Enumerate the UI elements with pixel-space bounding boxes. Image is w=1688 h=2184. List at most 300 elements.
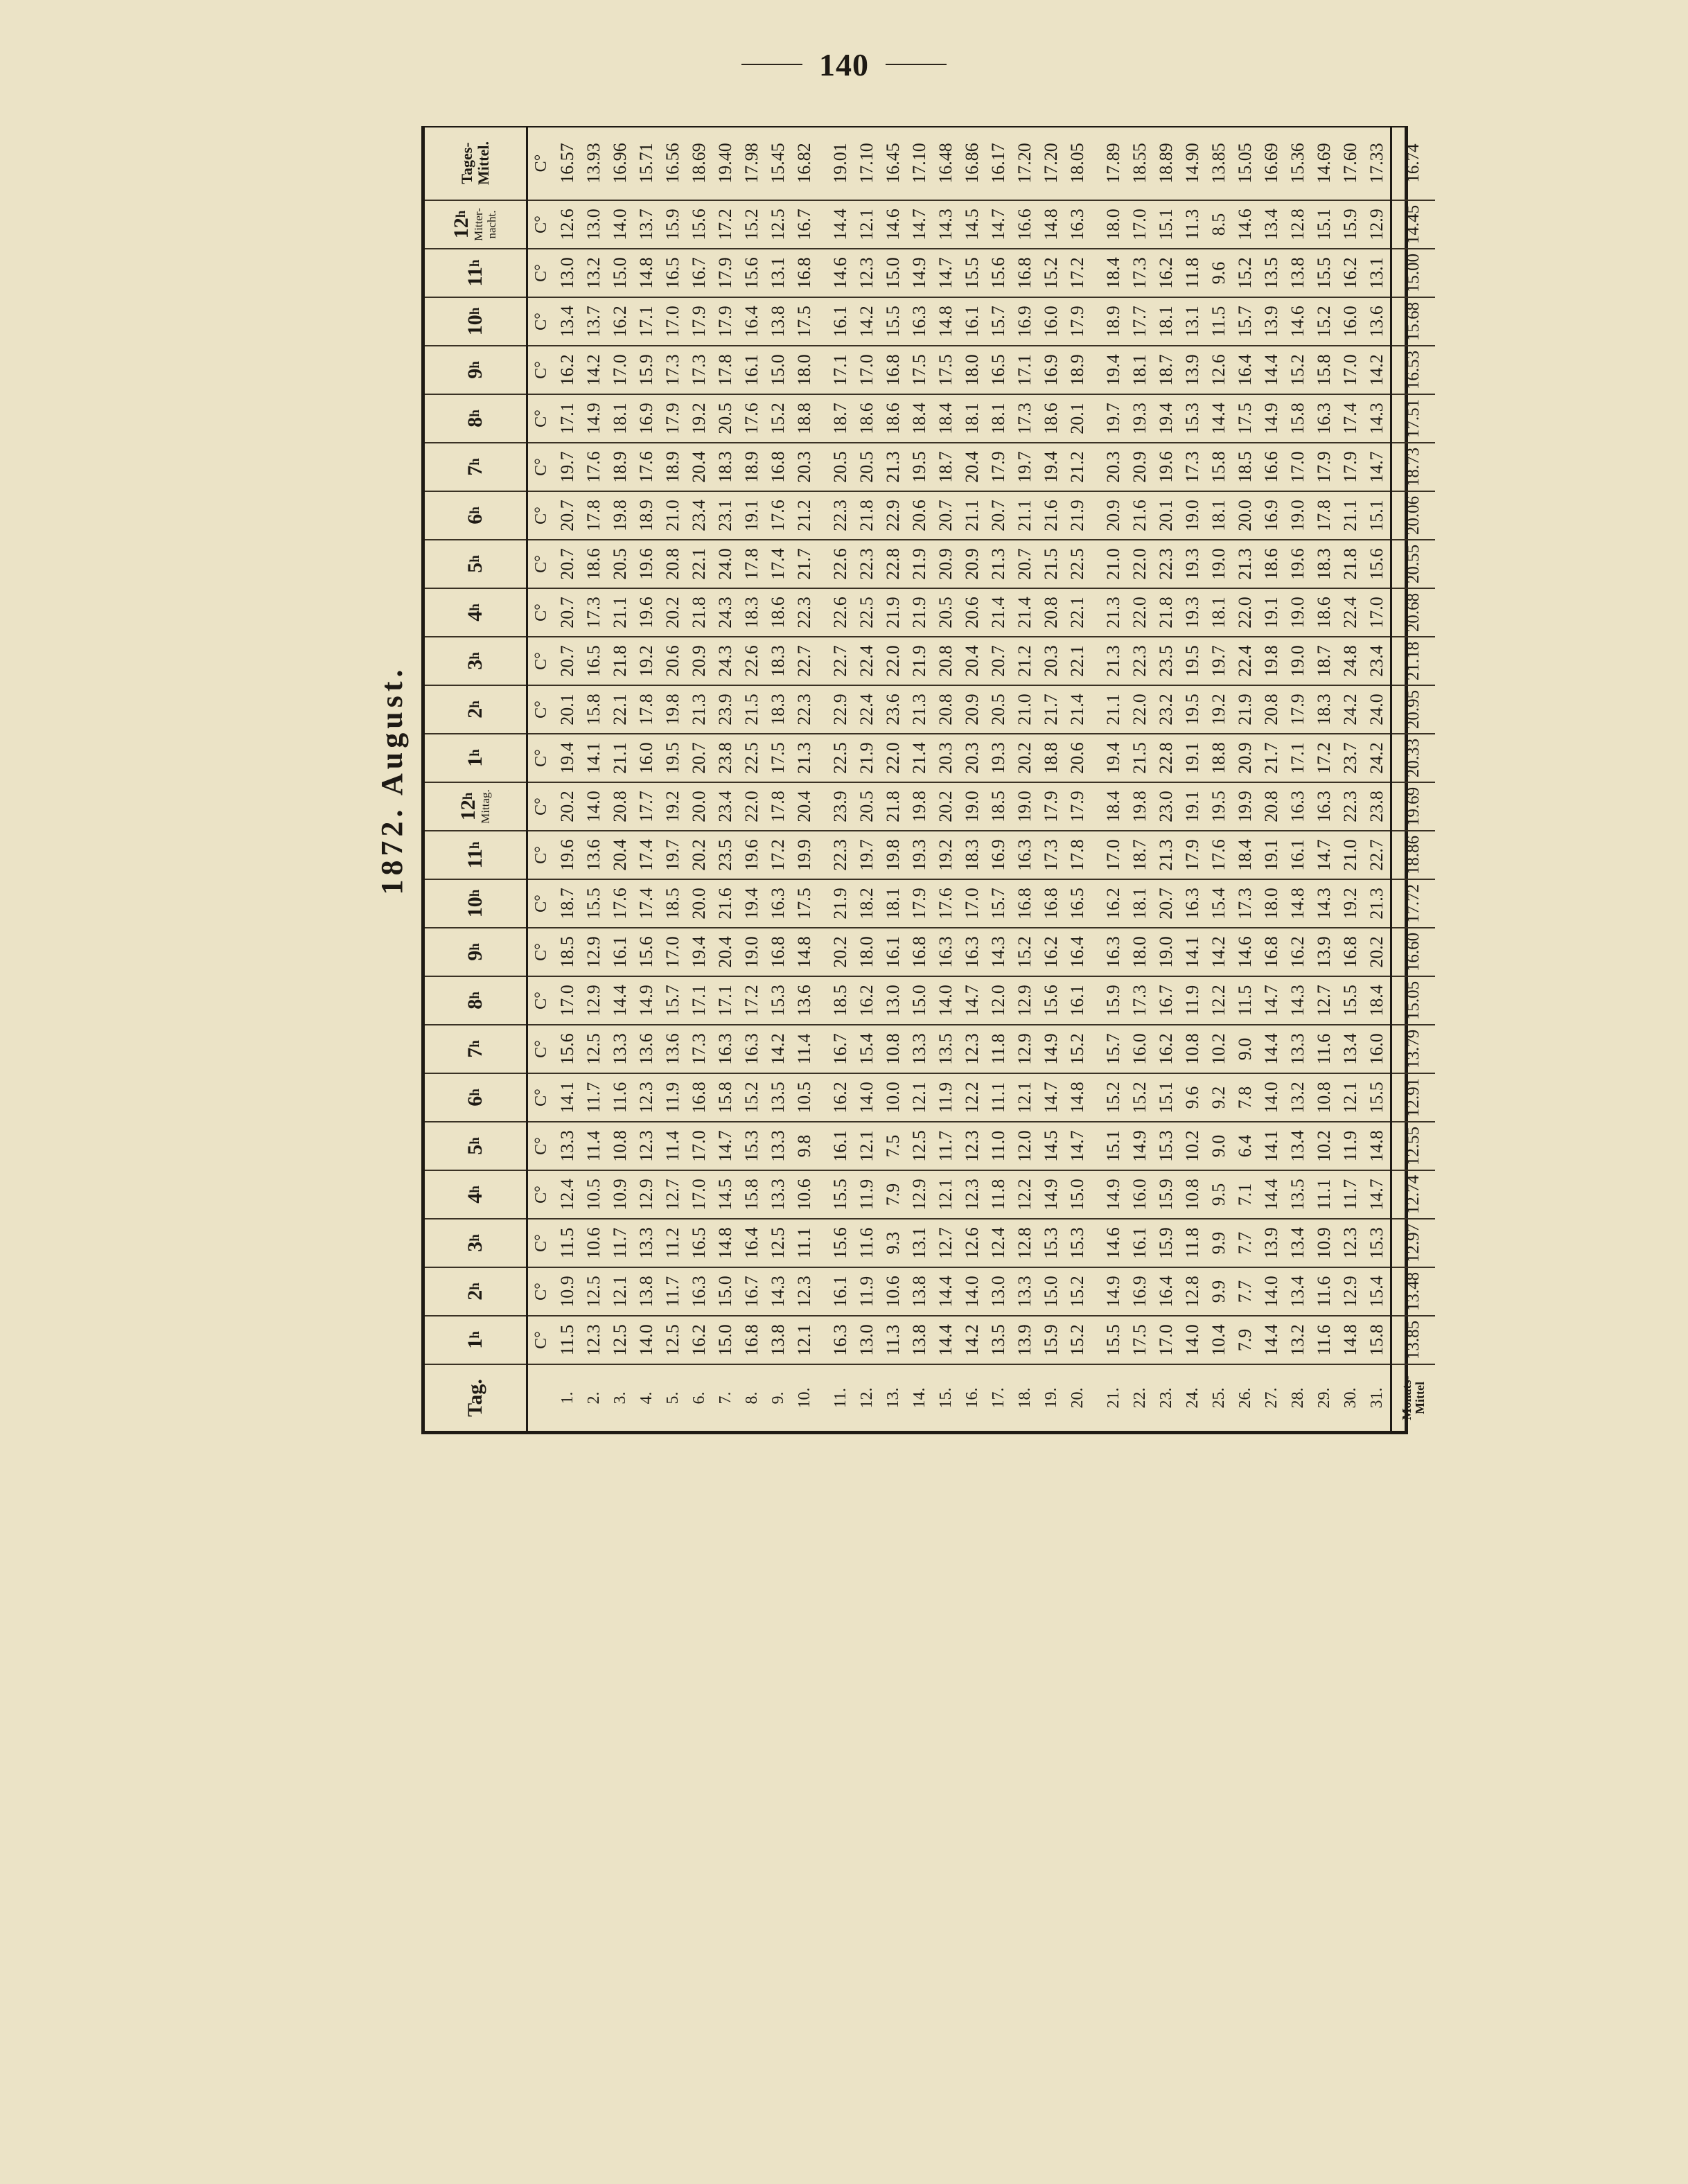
temperature-cell: 12.7 (660, 1170, 686, 1219)
temperature-cell: 15.2 (1311, 297, 1337, 346)
temperature-cell: 17.5 (765, 734, 791, 782)
temperature-cell: 20.0 (686, 879, 712, 928)
temperature-cell: 20.8 (607, 782, 633, 831)
temperature-cell: 10.6 (581, 1219, 607, 1267)
table-row (854, 127, 880, 1431)
monthly-mean-cell: 13.48 (1391, 1267, 1436, 1316)
monthly-mean-cell: 20.06 (1391, 491, 1436, 540)
header-hour-11 (425, 831, 527, 879)
hour-number: 1 (464, 1338, 486, 1349)
temperature-cell: 14.9 (633, 976, 660, 1025)
table-row (827, 127, 854, 1431)
temperature-cell: 17.0 (554, 976, 581, 1025)
temperature-cell: 13.4 (1285, 1122, 1311, 1170)
unit-cell: C° (527, 588, 555, 637)
temperature-cell: 17.0 (686, 1122, 712, 1170)
temperature-cell: 18.4 (1100, 782, 1127, 831)
temperature-cell: 15.1 (1311, 200, 1337, 249)
temperature-cell: 17.9 (686, 297, 712, 346)
table-title: 1872. August. (375, 665, 409, 895)
unit-cell: C° (527, 540, 555, 588)
temperature-cell: 19.4 (1038, 443, 1064, 491)
temperature-cell: 17.1 (633, 297, 660, 346)
temperature-cell: 20.7 (554, 588, 581, 637)
temperature-cell: 17.9 (1038, 782, 1064, 831)
temperature-cell: 16.4 (1153, 1267, 1179, 1316)
temperature-cell: 19.5 (1179, 637, 1206, 685)
table-row (1285, 127, 1311, 1431)
temperature-cell: 20.9 (1100, 491, 1127, 540)
temperature-cell: 14.4 (1206, 394, 1232, 443)
table-row (1258, 127, 1285, 1431)
temperature-cell: 14.6 (880, 200, 906, 249)
temperature-cell: 16.9 (1127, 1267, 1153, 1316)
unit-cell: C° (527, 1025, 555, 1073)
temperature-cell: 21.9 (1232, 685, 1258, 734)
temperature-cell: 14.0 (581, 782, 607, 831)
temperature-cell: 14.4 (1258, 346, 1285, 394)
temperature-cell: 13.0 (581, 200, 607, 249)
temperature-cell: 14.1 (581, 734, 607, 782)
temperature-cell: 10.5 (791, 1073, 818, 1122)
temperature-cell: 13.5 (1258, 249, 1285, 297)
hour-mark: h (468, 1186, 482, 1193)
temperature-cell: 14.6 (1232, 928, 1258, 976)
daily-mean-cell: 16.96 (610, 143, 630, 184)
daily-mean-cell: 18.69 (689, 143, 709, 184)
day-cell: 18. (1012, 1364, 1038, 1431)
gap-cell (818, 346, 827, 394)
temperature-cell: 15.3 (1153, 1122, 1179, 1170)
daily-mean-cell: 14.69 (1314, 143, 1334, 184)
temperature-cell: 16.0 (1364, 1025, 1391, 1073)
gap-cell (1091, 297, 1100, 346)
temperature-cell: 16.3 (686, 1267, 712, 1316)
temperature-cell: 15.0 (607, 249, 633, 297)
temperature-cell: 12.8 (1285, 200, 1311, 249)
unit-row (527, 127, 555, 1431)
temperature-cell: 7.9 (1232, 1316, 1258, 1364)
temperature-cell: 12.5 (765, 1219, 791, 1267)
temperature-cell: 17.0 (1285, 443, 1311, 491)
temperature-cell: 11.8 (1179, 249, 1206, 297)
temperature-cell: 23.8 (712, 734, 739, 782)
temperature-cell: 17.0 (1127, 200, 1153, 249)
temperature-cell: 18.9 (633, 491, 660, 540)
temperature-cell: 19.8 (1127, 782, 1153, 831)
temperature-cell: 16.3 (765, 879, 791, 928)
gap-cell (1091, 491, 1100, 540)
temperature-cell: 17.9 (660, 394, 686, 443)
temperature-cell: 15.1 (1153, 200, 1179, 249)
temperature-cell: 17.0 (607, 346, 633, 394)
monthly-mean-cell: 16.53 (1391, 346, 1436, 394)
temperature-cell: 23.6 (880, 685, 906, 734)
temperature-cell: 19.3 (1179, 588, 1206, 637)
temperature-cell: 14.3 (933, 200, 959, 249)
daily-mean-cell: 17.10 (909, 143, 929, 184)
temperature-cell: 16.8 (1258, 928, 1285, 976)
gap-cell (1091, 1267, 1100, 1316)
temperature-cell: 10.9 (554, 1267, 581, 1316)
temperature-cell: 17.6 (1206, 831, 1232, 879)
temperature-cell: 14.0 (1179, 1316, 1206, 1364)
temperature-cell: 13.3 (765, 1122, 791, 1170)
temperature-cell: 9.0 (1232, 1025, 1258, 1073)
temperature-cell: 19.9 (1232, 782, 1258, 831)
header-hour-18 (425, 491, 527, 540)
temperature-cell: 22.3 (1337, 782, 1364, 831)
monthly-mean-cell: 13.85 (1391, 1316, 1436, 1364)
temperature-cell: 13.6 (581, 831, 607, 879)
temperature-cell: 11.9 (660, 1073, 686, 1122)
hour-mark: h (468, 701, 482, 708)
temperature-cell: 16.3 (1311, 782, 1337, 831)
hour-number: 10 (464, 315, 486, 336)
daily-mean-cell: 17.20 (1014, 143, 1035, 184)
temperature-cell: 9.9 (1206, 1267, 1232, 1316)
temperature-cell: 23.1 (712, 491, 739, 540)
temperature-cell: 14.8 (633, 249, 660, 297)
temperature-cell: 18.1 (607, 394, 633, 443)
temperature-cell: 12.2 (1206, 976, 1232, 1025)
temperature-cell: 14.0 (933, 976, 959, 1025)
temperature-cell: 14.8 (1064, 1073, 1091, 1122)
daily-mean-cell: 19.40 (715, 143, 735, 184)
table-row (1337, 127, 1364, 1431)
temperature-cell: 13.4 (1285, 1219, 1311, 1267)
day-cell: 8. (739, 1364, 765, 1431)
temperature-cell: 14.8 (712, 1219, 739, 1267)
temperature-cell: 18.6 (1038, 394, 1064, 443)
temperature-cell: 12.9 (906, 1170, 933, 1219)
gap-cell (818, 127, 827, 200)
temperature-cell: 20.2 (554, 782, 581, 831)
temperature-cell: 20.5 (607, 540, 633, 588)
temperature-cell: 16.1 (739, 346, 765, 394)
temperature-cell: 16.2 (1285, 928, 1311, 976)
gap-cell (818, 1122, 827, 1170)
temperature-cell: 16.0 (1337, 297, 1364, 346)
temperature-cell: 15.9 (1337, 200, 1364, 249)
temperature-cell: 22.3 (791, 588, 818, 637)
temperature-cell: 10.9 (607, 1170, 633, 1219)
temperature-cell: 21.1 (959, 491, 985, 540)
gap-cell (818, 1364, 827, 1431)
temperature-cell: 16.3 (827, 1316, 854, 1364)
temperature-cell: 21.8 (607, 637, 633, 685)
temperature-cell: 12.5 (607, 1316, 633, 1364)
temperature-cell: 21.0 (1100, 540, 1127, 588)
gap-cell (1091, 346, 1100, 394)
temperature-cell: 20.3 (1038, 637, 1064, 685)
day-cell: 31. (1364, 1364, 1391, 1431)
table-row (765, 127, 791, 1431)
temperature-cell: 16.3 (712, 1025, 739, 1073)
temperature-cell: 14.2 (959, 1316, 985, 1364)
temperature-cell: 17.0 (854, 346, 880, 394)
temperature-cell: 20.1 (1064, 394, 1091, 443)
temperature-cell: 17.5 (791, 297, 818, 346)
temperature-cell: 17.0 (686, 1170, 712, 1219)
temperature-cell: 22.1 (1064, 588, 1091, 637)
temperature-cell: 14.1 (554, 1073, 581, 1122)
gap-cell (818, 976, 827, 1025)
temperature-cell: 10.5 (581, 1170, 607, 1219)
temperature-cell: 13.5 (933, 1025, 959, 1073)
temperature-cell: 15.5 (827, 1170, 854, 1219)
temperature-cell: 18.1 (1206, 491, 1232, 540)
temperature-cell: 18.9 (1100, 297, 1127, 346)
temperature-cell: 19.8 (660, 685, 686, 734)
temperature-cell: 13.4 (1258, 200, 1285, 249)
temperature-cell: 15.2 (765, 394, 791, 443)
temperature-cell: 21.6 (1127, 491, 1153, 540)
hour-number: 5 (464, 562, 486, 573)
temperature-cell: 16.1 (959, 297, 985, 346)
temperature-cell: 16.3 (1179, 879, 1206, 928)
temperature-cell: 16.0 (633, 734, 660, 782)
temperature-cell: 21.3 (1153, 831, 1179, 879)
temperature-cell: 10.2 (1179, 1122, 1206, 1170)
temperature-cell: 17.1 (827, 346, 854, 394)
temperature-cell: 18.3 (1311, 685, 1337, 734)
temperature-cell: 16.8 (880, 346, 906, 394)
temperature-cell: 17.0 (1364, 588, 1391, 637)
hour-mark: h (454, 210, 468, 218)
gap-cell (1091, 1316, 1100, 1364)
temperature-cell: 12.3 (959, 1025, 985, 1073)
hour-number: 2 (464, 707, 486, 719)
temperature-cell: 16.6 (1258, 443, 1285, 491)
temperature-cell: 15.2 (1064, 1025, 1091, 1073)
header-hour-6 (425, 1073, 527, 1122)
table-frame (421, 126, 1427, 1434)
temperature-cell: 18.8 (791, 394, 818, 443)
day-cell: 11. (827, 1364, 854, 1431)
temperature-cell: 14.7 (1364, 1170, 1391, 1219)
table-row (906, 127, 933, 1431)
temperature-cell: 15.9 (1153, 1219, 1179, 1267)
temperature-cell: 13.9 (1179, 346, 1206, 394)
temperature-cell: 17.9 (712, 297, 739, 346)
monthly-mean-cell: 17.51 (1391, 394, 1436, 443)
temperature-cell: 19.0 (1285, 588, 1311, 637)
temperature-cell: 21.3 (1364, 879, 1391, 928)
temperature-cell: 16.5 (581, 637, 607, 685)
day-cell: 6. (686, 1364, 712, 1431)
temperature-cell: 20.6 (1064, 734, 1091, 782)
temperature-cell: 13.0 (854, 1316, 880, 1364)
temperature-cell: 15.4 (1206, 879, 1232, 928)
gap-cell (818, 928, 827, 976)
table-row (1206, 127, 1232, 1431)
temperature-cell: 12.3 (959, 1170, 985, 1219)
temperature-cell: 18.6 (765, 588, 791, 637)
temperature-cell: 12.1 (933, 1170, 959, 1219)
temperature-cell: 15.8 (739, 1170, 765, 1219)
table-row (1012, 127, 1038, 1431)
temperature-cell: 15.5 (581, 879, 607, 928)
temperature-cell: 14.3 (985, 928, 1012, 976)
temperature-cell: 16.3 (1285, 782, 1311, 831)
gap-cell (1091, 879, 1100, 928)
hour-mark: h (468, 361, 482, 369)
temperature-cell: 17.8 (1064, 831, 1091, 879)
temperature-cell: 10.8 (880, 1025, 906, 1073)
temperature-cell: 18.1 (1127, 346, 1153, 394)
monthly-mean-cell: 12.55 (1391, 1122, 1436, 1170)
hour-number: 6 (464, 513, 486, 525)
temperature-cell: 18.7 (1127, 831, 1153, 879)
temperature-cell: 15.2 (1064, 1267, 1091, 1316)
temperature-cell: 9.3 (880, 1219, 906, 1267)
header-daily-mean: Tages-Mittel. (425, 127, 527, 200)
temperature-cell: 13.3 (1285, 1025, 1311, 1073)
header-hour-13 (425, 734, 527, 782)
gap-cell (818, 782, 827, 831)
temperature-cell: 14.0 (1258, 1267, 1285, 1316)
daily-mean-cell: 13.85 (1208, 143, 1229, 184)
temperature-cell: 14.8 (1285, 879, 1311, 928)
temperature-cell: 23.4 (1364, 637, 1391, 685)
temperature-cell: 16.7 (739, 1267, 765, 1316)
daily-mean-cell: 15.36 (1287, 143, 1308, 184)
temperature-cell: 17.0 (660, 928, 686, 976)
temperature-cell: 9.6 (1206, 249, 1232, 297)
temperature-cell: 15.2 (1100, 1073, 1127, 1122)
monthly-mean-cell: 13.79 (1391, 1025, 1436, 1073)
temperature-cell: 16.3 (1012, 831, 1038, 879)
gap-cell (1091, 1219, 1100, 1267)
gap-cell (818, 394, 827, 443)
temperature-cell: 14.3 (1285, 976, 1311, 1025)
temperature-cell: 14.0 (633, 1316, 660, 1364)
temperature-cell: 17.7 (633, 782, 660, 831)
monthly-mean-cell: 20.55 (1391, 540, 1436, 588)
temperature-cell: 11.1 (791, 1219, 818, 1267)
monthly-mean-cell: 15.68 (1391, 297, 1436, 346)
unit-cell: C° (527, 734, 555, 782)
temperature-cell: 12.9 (581, 976, 607, 1025)
monthly-mean-cell: 18.86 (1391, 831, 1436, 879)
temperature-cell: 21.1 (1100, 685, 1127, 734)
temperature-cell: 15.2 (1232, 249, 1258, 297)
gap-cell (1091, 831, 1100, 879)
temperature-cell: 10.6 (880, 1267, 906, 1316)
temperature-cell: 22.5 (827, 734, 854, 782)
gap-cell (1091, 1122, 1100, 1170)
temperature-cell: 20.9 (933, 540, 959, 588)
temperature-cell: 21.1 (607, 734, 633, 782)
temperature-cell: 18.3 (739, 588, 765, 637)
temperature-cell: 15.3 (1364, 1219, 1391, 1267)
temperature-cell: 13.5 (765, 1073, 791, 1122)
temperature-cell: 10.8 (1311, 1073, 1337, 1122)
temperature-cell: 24.2 (1364, 734, 1391, 782)
unit-cell: C° (527, 637, 555, 685)
temperature-cell: 15.9 (1153, 1170, 1179, 1219)
temperature-cell: 17.6 (633, 443, 660, 491)
header-hour-15 (425, 637, 527, 685)
temperature-cell: 16.5 (660, 249, 686, 297)
page-number-text: 140 (819, 46, 869, 82)
temperature-cell: 17.2 (765, 831, 791, 879)
day-cell: 21. (1100, 1364, 1127, 1431)
hour-mark: h (468, 1234, 482, 1242)
temperature-cell: 19.3 (1127, 394, 1153, 443)
hour-mark: h (468, 1137, 482, 1145)
temperature-cell: 22.1 (607, 685, 633, 734)
temperature-cell: 20.4 (712, 928, 739, 976)
header-hour-14 (425, 685, 527, 734)
temperature-cell: 14.7 (712, 1122, 739, 1170)
day-cell: 20. (1064, 1364, 1091, 1431)
hour-number: 4 (464, 1192, 486, 1204)
temperature-cell: 15.0 (1064, 1170, 1091, 1219)
table-row (607, 127, 633, 1431)
gap-cell (818, 1025, 827, 1073)
temperature-cell: 12.5 (660, 1316, 686, 1364)
gap-cell (1091, 782, 1100, 831)
temperature-cell: 14.0 (854, 1073, 880, 1122)
temperature-cell: 10.6 (791, 1170, 818, 1219)
hour-mark: h (468, 889, 482, 897)
temperature-cell: 12.8 (1179, 1267, 1206, 1316)
hour-mark: h (468, 943, 482, 951)
temperature-cell: 18.6 (1311, 588, 1337, 637)
temperature-cell: 15.4 (854, 1025, 880, 1073)
temperature-cell: 23.7 (1337, 734, 1364, 782)
temperature-cell: 15.5 (880, 297, 906, 346)
temperature-cell: 11.9 (1179, 976, 1206, 1025)
hour-number: 10 (464, 897, 486, 918)
temperature-cell: 21.1 (1337, 491, 1364, 540)
temperature-cell: 16.3 (1311, 394, 1337, 443)
day-cell: 14. (906, 1364, 933, 1431)
temperature-cell: 12.1 (854, 200, 880, 249)
temperature-cell: 14.5 (959, 200, 985, 249)
gap-cell (1091, 1364, 1100, 1431)
temperature-cell: 14.9 (1100, 1267, 1127, 1316)
temperature-cell: 13.4 (554, 297, 581, 346)
temperature-cell: 21.4 (906, 734, 933, 782)
monthly-mean-cell: 15.00 (1391, 249, 1436, 297)
temperature-cell: 20.7 (985, 491, 1012, 540)
temperature-cell: 12.4 (554, 1170, 581, 1219)
temperature-cell: 19.5 (1179, 685, 1206, 734)
temperature-cell: 16.8 (765, 928, 791, 976)
temperature-cell: 16.9 (1012, 297, 1038, 346)
temperature-cell: 13.6 (1364, 297, 1391, 346)
temperature-cell: 16.2 (554, 346, 581, 394)
temperature-cell: 16.3 (1064, 200, 1091, 249)
temperature-cell: 18.4 (933, 394, 959, 443)
temperature-cell: 10.2 (1206, 1025, 1232, 1073)
hour-number: 4 (464, 610, 486, 622)
temperature-cell: 16.2 (827, 1073, 854, 1122)
table-row (686, 127, 712, 1431)
hourly-temperature-table (425, 127, 1435, 1431)
temperature-cell: 16.9 (633, 394, 660, 443)
temperature-cell: 13.4 (1285, 1267, 1311, 1316)
temperature-cell: 22.8 (880, 540, 906, 588)
temperature-cell: 19.2 (686, 394, 712, 443)
monthly-mean-cell: 20.68 (1391, 588, 1436, 637)
temperature-cell: 18.1 (1127, 879, 1153, 928)
temperature-cell: 18.7 (1311, 637, 1337, 685)
temperature-cell: 17.2 (1311, 734, 1337, 782)
